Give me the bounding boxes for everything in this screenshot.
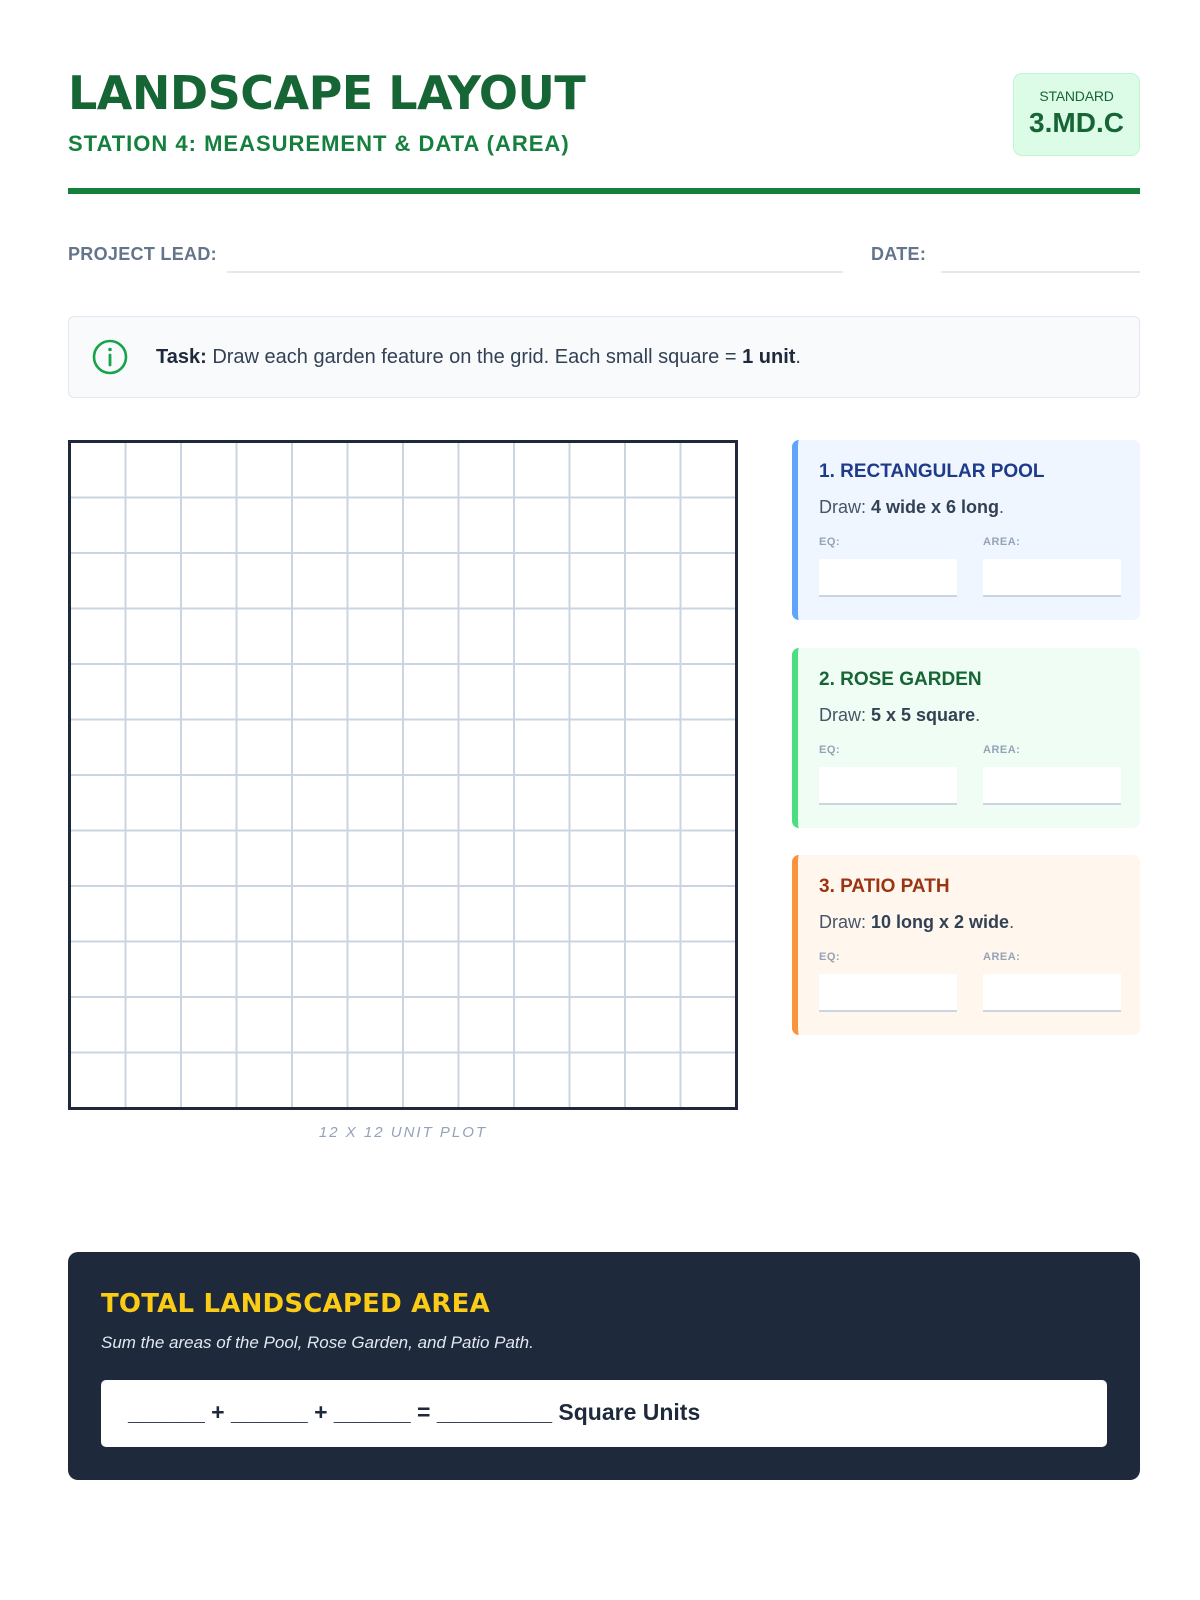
grid-cell[interactable] xyxy=(625,1053,681,1109)
grid-cell[interactable] xyxy=(237,442,293,498)
grid-cell[interactable] xyxy=(681,664,737,720)
standard-label: STANDARD xyxy=(1039,88,1114,104)
grid-cell[interactable] xyxy=(348,775,404,831)
eq-label: EQ: xyxy=(819,744,841,756)
card-instruction xyxy=(819,705,980,726)
task-label: Task: xyxy=(156,346,207,368)
grid-cell[interactable] xyxy=(570,1053,626,1109)
eq-label: EQ: xyxy=(819,951,841,963)
grid-cell[interactable] xyxy=(237,664,293,720)
grid-cell[interactable] xyxy=(514,664,570,720)
grid-cell[interactable] xyxy=(237,498,293,554)
standard-badge xyxy=(1013,73,1140,156)
grid-cell[interactable] xyxy=(681,720,737,776)
grid-cell[interactable] xyxy=(681,442,737,498)
grid-cell[interactable] xyxy=(348,720,404,776)
header-divider xyxy=(68,188,1140,194)
grid-cell[interactable] xyxy=(126,442,182,498)
grid-cell[interactable] xyxy=(292,720,348,776)
grid-cell[interactable] xyxy=(459,442,515,498)
grid-cell[interactable] xyxy=(514,720,570,776)
grid-cell[interactable] xyxy=(292,942,348,998)
area-label: AREA: xyxy=(983,744,1021,756)
grid-cell[interactable] xyxy=(126,886,182,942)
grid-cell[interactable] xyxy=(70,553,126,609)
grid-cell[interactable] xyxy=(403,775,459,831)
card-rose-garden xyxy=(792,648,1140,828)
grid-cell[interactable] xyxy=(348,498,404,554)
grid-cell[interactable] xyxy=(181,442,237,498)
grid-cell[interactable] xyxy=(625,997,681,1053)
grid-cell[interactable] xyxy=(181,664,237,720)
grid-cell[interactable] xyxy=(681,831,737,887)
grid-cell[interactable] xyxy=(292,498,348,554)
grid-cell[interactable] xyxy=(292,609,348,665)
grid-cell[interactable] xyxy=(348,609,404,665)
grid-cell[interactable] xyxy=(403,1053,459,1109)
grid-cell[interactable] xyxy=(403,553,459,609)
grid-cell[interactable] xyxy=(292,553,348,609)
card-patio-path xyxy=(792,855,1140,1035)
grid-cell[interactable] xyxy=(181,609,237,665)
task-period: . xyxy=(795,346,801,368)
grid-cell[interactable] xyxy=(459,775,515,831)
grid-cell[interactable] xyxy=(237,775,293,831)
grid-cell[interactable] xyxy=(126,609,182,665)
project-lead-field[interactable] xyxy=(227,271,843,273)
grid-cell[interactable] xyxy=(514,886,570,942)
grid-cell[interactable] xyxy=(570,886,626,942)
card-title: 3. PATIO PATH xyxy=(819,876,950,897)
grid-cell[interactable] xyxy=(70,720,126,776)
grid-cell[interactable] xyxy=(348,1053,404,1109)
grid-cell[interactable] xyxy=(181,997,237,1053)
grid-cell[interactable] xyxy=(348,831,404,887)
draw-suffix: . xyxy=(1009,912,1015,932)
grid-cell[interactable] xyxy=(292,442,348,498)
grid-cell[interactable] xyxy=(459,498,515,554)
grid-cell[interactable] xyxy=(70,997,126,1053)
grid-cell[interactable] xyxy=(126,553,182,609)
eq-label: EQ: xyxy=(819,536,841,548)
grid-cell[interactable] xyxy=(514,498,570,554)
card-instruction xyxy=(819,912,1014,933)
grid-cell[interactable] xyxy=(625,609,681,665)
grid-cell[interactable] xyxy=(459,720,515,776)
grid-cell[interactable] xyxy=(514,1053,570,1109)
grid-cell[interactable] xyxy=(681,942,737,998)
grid-cell[interactable] xyxy=(403,831,459,887)
grid-cell[interactable] xyxy=(681,553,737,609)
grid-cell[interactable] xyxy=(514,442,570,498)
area-input[interactable] xyxy=(983,559,1121,597)
draw-suffix: . xyxy=(975,705,981,725)
grid-cell[interactable] xyxy=(181,498,237,554)
grid-cell[interactable] xyxy=(237,886,293,942)
grid-cell[interactable] xyxy=(514,553,570,609)
grid-cell[interactable] xyxy=(181,1053,237,1109)
grid-cell[interactable] xyxy=(681,886,737,942)
project-lead-label: PROJECT LEAD: xyxy=(68,244,217,264)
draw-prefix: Draw: xyxy=(819,497,872,517)
date-label: DATE: xyxy=(871,244,927,264)
grid-cell[interactable] xyxy=(570,775,626,831)
grid-cell[interactable] xyxy=(625,831,681,887)
info-icon xyxy=(92,339,128,375)
grid-cell[interactable] xyxy=(681,997,737,1053)
grid-cell[interactable] xyxy=(126,997,182,1053)
grid-cell[interactable] xyxy=(181,942,237,998)
standard-code: 3.MD.C xyxy=(1029,107,1124,138)
draw-dimensions: 10 long x 2 wide xyxy=(871,912,1010,932)
grid-cell[interactable] xyxy=(181,831,237,887)
grid-cell[interactable] xyxy=(681,498,737,554)
grid-cell[interactable] xyxy=(181,720,237,776)
grid-cell[interactable] xyxy=(348,886,404,942)
task-unit: 1 unit xyxy=(742,346,796,368)
grid-cell[interactable] xyxy=(681,775,737,831)
grid-cell[interactable] xyxy=(459,664,515,720)
grid-cell[interactable] xyxy=(348,442,404,498)
card-title: 1. RECTANGULAR POOL xyxy=(819,461,1045,482)
grid-cell[interactable] xyxy=(181,886,237,942)
grid-cell[interactable] xyxy=(514,609,570,665)
grid-cell[interactable] xyxy=(570,720,626,776)
grid-cell[interactable] xyxy=(292,831,348,887)
grid-cell[interactable] xyxy=(459,1053,515,1109)
page-subtitle: STATION 4: MEASUREMENT & DATA (AREA) xyxy=(68,131,570,156)
grid-cell[interactable] xyxy=(237,942,293,998)
grid-cell[interactable] xyxy=(514,775,570,831)
eq-input[interactable] xyxy=(819,559,957,597)
grid-cell[interactable] xyxy=(237,553,293,609)
grid-cell[interactable] xyxy=(126,1053,182,1109)
grid-cell[interactable] xyxy=(403,498,459,554)
total-instruction: Sum the areas of the Pool, Rose Garden, and Patio Path. xyxy=(101,1333,534,1352)
grid-cell[interactable] xyxy=(126,942,182,998)
grid-cell[interactable] xyxy=(625,720,681,776)
grid-cell[interactable] xyxy=(625,498,681,554)
grid-cell[interactable] xyxy=(403,942,459,998)
grid-cell[interactable] xyxy=(459,942,515,998)
draw-suffix: . xyxy=(999,497,1005,517)
grid-cell[interactable] xyxy=(292,886,348,942)
grid-cell[interactable] xyxy=(625,442,681,498)
grid-cell[interactable] xyxy=(403,720,459,776)
grid-cell[interactable] xyxy=(681,1053,737,1109)
grid-cell[interactable] xyxy=(570,942,626,998)
task-banner xyxy=(68,316,1140,398)
grid-cell[interactable] xyxy=(181,553,237,609)
grid-cell[interactable] xyxy=(181,775,237,831)
grid-cell[interactable] xyxy=(403,664,459,720)
grid-cell[interactable] xyxy=(625,664,681,720)
total-equation: ______ + ______ + ______ = _________ Square Units xyxy=(128,1399,701,1425)
grid-cell[interactable] xyxy=(348,553,404,609)
eq-input[interactable] xyxy=(819,974,957,1012)
grid-cell[interactable] xyxy=(459,831,515,887)
grid-cell[interactable] xyxy=(570,442,626,498)
grid-cell[interactable] xyxy=(625,775,681,831)
grid-cell[interactable] xyxy=(514,831,570,887)
grid-cell[interactable] xyxy=(237,831,293,887)
card-rectangular-pool xyxy=(792,440,1140,620)
grid-cell[interactable] xyxy=(514,942,570,998)
grid-cell[interactable] xyxy=(348,942,404,998)
total-title: TOTAL LANDSCAPED AREA xyxy=(101,1289,490,1319)
area-label: AREA: xyxy=(983,951,1021,963)
draw-dimensions: 4 wide x 6 long xyxy=(871,497,1000,517)
grid-cell[interactable] xyxy=(403,997,459,1053)
grid-cell[interactable] xyxy=(126,664,182,720)
card-title: 2. ROSE GARDEN xyxy=(819,669,982,690)
draw-prefix: Draw: xyxy=(819,912,872,932)
area-input[interactable] xyxy=(983,767,1121,805)
task-instruction: Draw each garden feature on the grid. Each small square = xyxy=(206,346,743,368)
grid-cell[interactable] xyxy=(403,609,459,665)
page-title: LANDSCAPE LAYOUT xyxy=(68,66,586,120)
grid-cell[interactable] xyxy=(70,886,126,942)
area-input[interactable] xyxy=(983,974,1121,1012)
grid-cell[interactable] xyxy=(292,775,348,831)
grid-cell[interactable] xyxy=(570,609,626,665)
grid-cell[interactable] xyxy=(70,609,126,665)
grid-cell[interactable] xyxy=(292,1053,348,1109)
grid-cell[interactable] xyxy=(459,997,515,1053)
grid-cell[interactable] xyxy=(126,831,182,887)
grid-cell[interactable] xyxy=(681,609,737,665)
grid-plot[interactable] xyxy=(68,440,738,1110)
grid-cell[interactable] xyxy=(570,831,626,887)
area-label: AREA: xyxy=(983,536,1021,548)
grid-cell[interactable] xyxy=(570,997,626,1053)
grid-cell[interactable] xyxy=(459,609,515,665)
grid-cell[interactable] xyxy=(70,942,126,998)
grid-cell[interactable] xyxy=(514,997,570,1053)
grid-cell[interactable] xyxy=(570,664,626,720)
grid-cell[interactable] xyxy=(126,498,182,554)
eq-input[interactable] xyxy=(819,767,957,805)
grid-cell[interactable] xyxy=(570,498,626,554)
draw-dimensions: 5 x 5 square xyxy=(871,705,976,725)
grid-cell[interactable] xyxy=(70,442,126,498)
grid-cell[interactable] xyxy=(126,775,182,831)
total-area-panel xyxy=(68,1252,1140,1480)
drawing-grid[interactable] xyxy=(68,440,738,1110)
grid-cell[interactable] xyxy=(70,831,126,887)
grid-cell[interactable] xyxy=(625,942,681,998)
grid-cell[interactable] xyxy=(70,1053,126,1109)
grid-cell[interactable] xyxy=(70,498,126,554)
task-text xyxy=(156,346,801,369)
grid-cell[interactable] xyxy=(126,720,182,776)
grid-cell[interactable] xyxy=(237,1053,293,1109)
draw-prefix: Draw: xyxy=(819,705,872,725)
grid-cell[interactable] xyxy=(70,664,126,720)
grid-caption: 12 X 12 UNIT PLOT xyxy=(318,1124,488,1141)
date-field[interactable] xyxy=(941,271,1140,273)
grid-cell[interactable] xyxy=(292,664,348,720)
grid-cell[interactable] xyxy=(237,997,293,1053)
grid-cell[interactable] xyxy=(625,886,681,942)
grid-cell[interactable] xyxy=(403,442,459,498)
grid-cell[interactable] xyxy=(403,886,459,942)
grid-cell[interactable] xyxy=(348,997,404,1053)
card-instruction xyxy=(819,497,1004,518)
grid-cell[interactable] xyxy=(70,775,126,831)
grid-cell[interactable] xyxy=(292,997,348,1053)
total-equation-box[interactable] xyxy=(101,1380,1107,1447)
grid-cell[interactable] xyxy=(348,664,404,720)
grid-cell[interactable] xyxy=(237,609,293,665)
grid-cell[interactable] xyxy=(570,553,626,609)
grid-cell[interactable] xyxy=(625,553,681,609)
grid-cell[interactable] xyxy=(459,553,515,609)
grid-cell[interactable] xyxy=(237,720,293,776)
grid-cell[interactable] xyxy=(459,886,515,942)
